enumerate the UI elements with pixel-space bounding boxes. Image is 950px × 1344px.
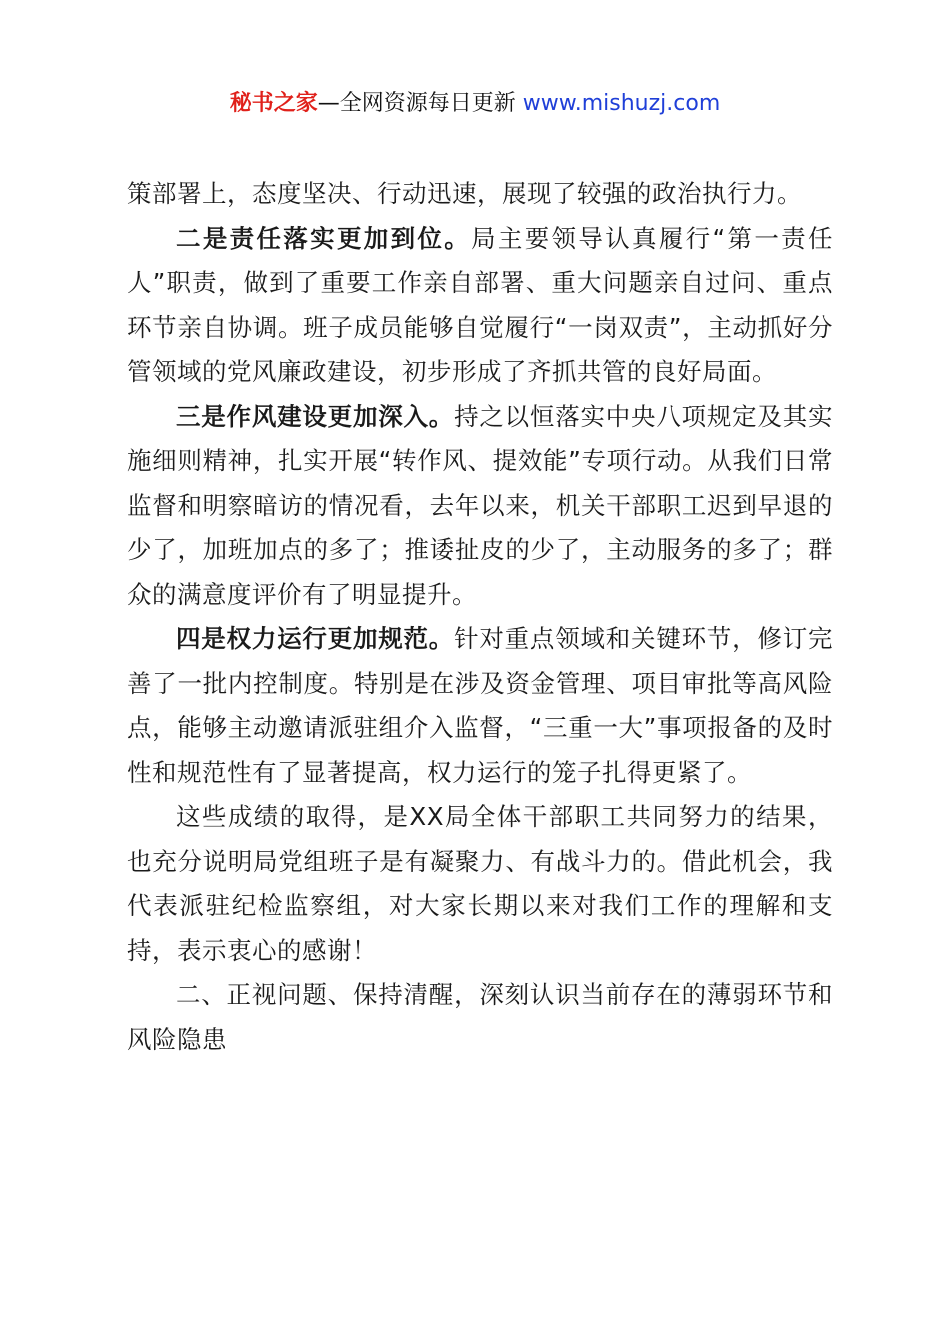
paragraph-text: 针对重点领域和关键环节，修订完善了一批内控制度。特别是在涉及资金管理、项目审批等高风险点，能够主动邀请派驻组介入监督，“三重一大”事项报备的及时性和规范性有了显著提高，权力运行的笼子扎得更紧了。 [127, 624, 834, 787]
header-tagline: —全网资源每日更新 [317, 91, 523, 116]
paragraph-lead: 四是权力运行更加规范。 [176, 624, 455, 653]
paragraph-text: 持之以恒落实中央八项规定及其实施细则精神，扎实开展“转作风、提效能”专项行动。从我们日常监督和明察暗访的情况看，去年以来，机关干部职工迟到早退的少了，加班加点的多了；推诿扯皮的少了，主动服务的多了；群众的满意度评价有了明显提升。 [127, 401, 834, 609]
brand-name: 秘书之家 [229, 91, 318, 116]
paragraph-power-operation [127, 617, 833, 795]
paragraph-text: 这些成绩的取得，是XX局全体干部职工共同努力的结果，也充分说明局党组班子是有凝聚力、有战斗力的。借此机会，我代表派驻纪检监察组，对大家长期以来对我们工作的理解和支持，表示衷心的感谢！ [127, 802, 833, 965]
paragraph-lead: 三是作风建设更加深入。 [176, 401, 455, 431]
paragraph-responsibility [127, 217, 833, 395]
paragraph-work-style [127, 395, 833, 618]
paragraph-achievements [127, 795, 833, 973]
paragraph-text: 局主要领导认真履行“第一责任人”职责，做到了重要工作亲自部署、重大问题亲自过问、重点环节亲自协调。班子成员能够自觉履行“一岗双责”，主动抓好分管领域的党风廉政建设，初步形成了齐抓共管的良好局面。 [127, 223, 833, 386]
section-heading [127, 973, 833, 1062]
page-header [0, 88, 950, 120]
paragraph-text: 二、正视问题、保持清醒，深刻认识当前存在的薄弱环节和风险隐患 [127, 980, 833, 1054]
paragraph-text: 策部署上，态度坚决、行动迅速，展现了较强的政治执行力。 [127, 179, 802, 208]
paragraph-lead: 二是责任落实更加到位。 [176, 223, 472, 253]
paragraph-continuation [127, 172, 833, 217]
document-body [127, 172, 833, 1062]
site-url-link[interactable]: www.mishuzj.com [522, 91, 721, 116]
